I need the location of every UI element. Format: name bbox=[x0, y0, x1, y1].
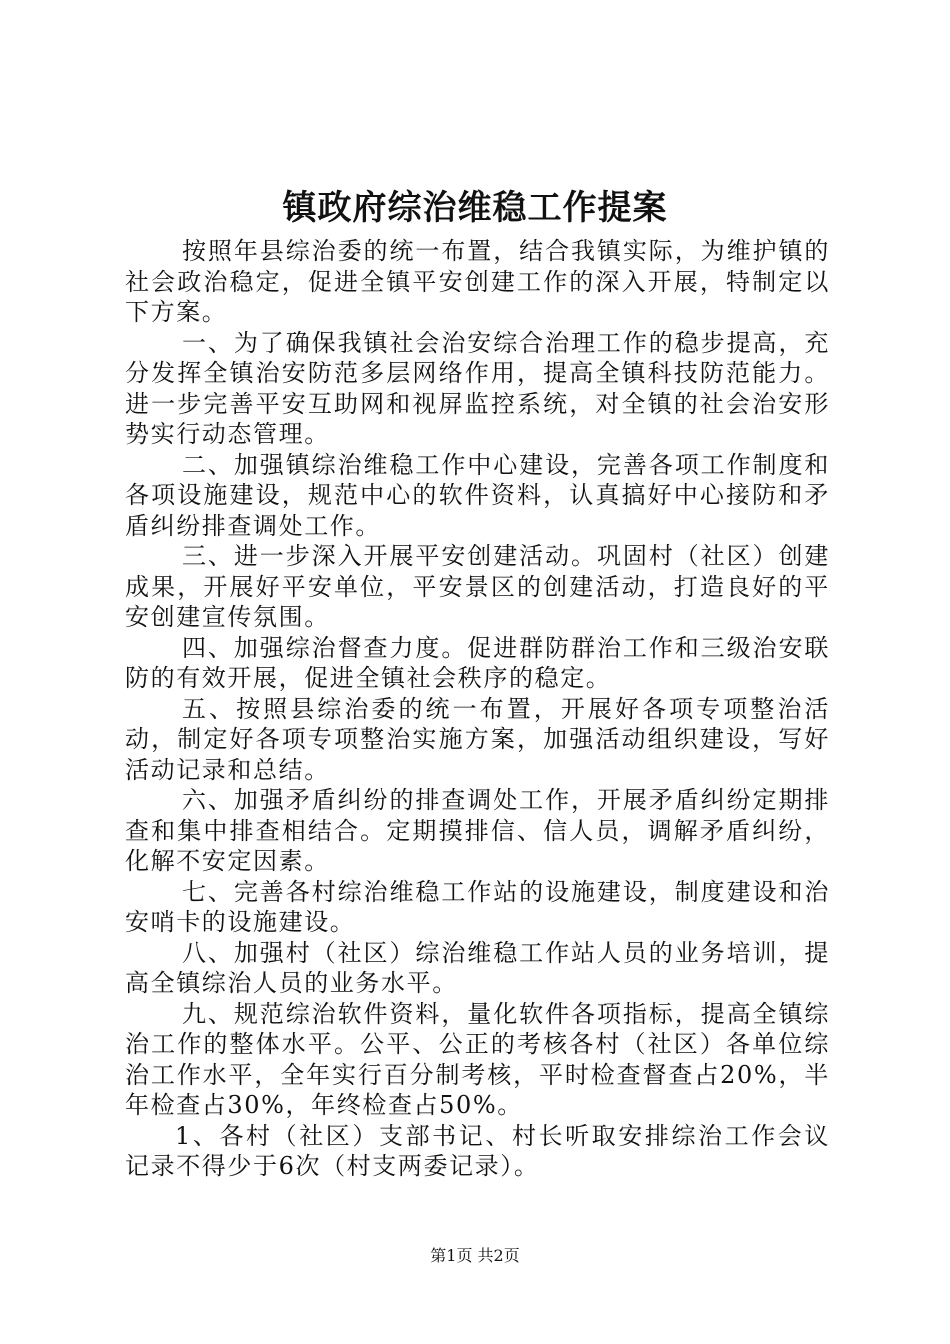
paragraph-item-7: 七、完善各村综治维稳工作站的设施建设，制度建设和治安哨卡的设施建设。 bbox=[125, 877, 830, 936]
paragraph-item-2: 二、加强镇综治维稳工作中心建设，完善各项工作制度和各项设施建设，规范中心的软件资料，认真搞好中心接防和矛盾纠纷排查调处工作。 bbox=[125, 450, 830, 540]
paragraph-item-4: 四、加强综治督查力度。促进群防群治工作和三级治安联防的有效开展，促进全镇社会秩序的稳定。 bbox=[125, 633, 830, 692]
paragraph-item-8: 八、加强村（社区）综治维稳工作站人员的业务培训，提高全镇综治人员的业务水平。 bbox=[125, 938, 830, 997]
paragraph-item-3: 三、进一步深入开展平安创建活动。巩固村（社区）创建成果，开展好平安单位，平安景区的创建活动，打造良好的平安创建宣传氛围。 bbox=[125, 542, 830, 631]
paragraph-item-6: 六、加强矛盾纠纷的排查调处工作，开展矛盾纠纷定期排查和集中排查相结合。定期摸排信、信人员，调解矛盾纠纷，化解不安定因素。 bbox=[125, 786, 830, 875]
paragraph-subitem-1: 1、各村（社区）支部书记、村长听取安排综治工作会议记录不得少于6次（村支两委记录）。 bbox=[125, 1121, 830, 1180]
page-footer: 第1页 共2页 bbox=[430, 1246, 520, 1265]
document-title: 镇政府综治维稳工作提案 bbox=[282, 188, 668, 228]
document-body bbox=[125, 236, 830, 1182]
paragraph-item-5: 五、按照县综治委的统一布置，开展好各项专项整治活动，制定好各项专项整治实施方案，加强活动组织建设，写好活动记录和总结。 bbox=[125, 694, 830, 784]
paragraph-item-9: 九、规范综治软件资料，量化软件各项指标，提高全镇综治工作的整体水平。公平、公正的考核各村（社区）各单位综治工作水平，全年实行百分制考核，平时检查督查占20%，半年检查占30%，年终检查占50%。 bbox=[125, 999, 830, 1119]
paragraph-intro: 按照年县综治委的统一布置，结合我镇实际，为维护镇的社会政治稳定，促进全镇平安创建工作的深入开展，特制定以下方案。 bbox=[125, 237, 830, 326]
paragraph-item-1: 一、为了确保我镇社会治安综合治理工作的稳步提高，充分发挥全镇治安防范多层网络作用，提高全镇科技防范能力。进一步完善平安互助网和视屏监控系统，对全镇的社会治安形势实行动态管理。 bbox=[125, 328, 830, 448]
